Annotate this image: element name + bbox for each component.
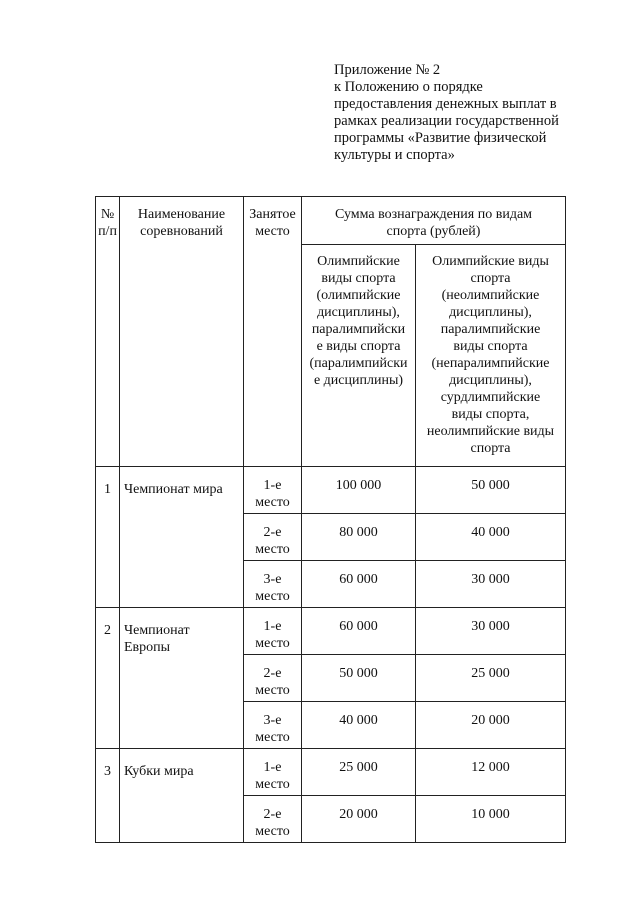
- appendix-line: рамках реализации государственной: [334, 113, 559, 129]
- table-row: [96, 749, 566, 796]
- header-olympic-sports: [302, 245, 416, 467]
- place-line: место: [255, 589, 290, 604]
- header-olympic-line: паралимпийски: [311, 322, 406, 337]
- competition-name-line: Европы: [124, 640, 171, 655]
- competition-name-line: Чемпионат мира: [124, 482, 223, 497]
- header-num-line: п/п: [98, 224, 117, 239]
- olympic-amount: 20 000: [302, 796, 416, 843]
- place-cell: [244, 655, 302, 702]
- header-row: [96, 197, 566, 245]
- header-num-line: №: [100, 207, 115, 222]
- non-olympic-amount: 30 000: [416, 608, 566, 655]
- awards-table: [95, 196, 566, 843]
- place-cell: [244, 561, 302, 608]
- competition-name: [120, 749, 244, 843]
- place-line: 2-е: [263, 666, 282, 681]
- appendix-line: предоставления денежных выплат в: [334, 96, 557, 112]
- header-award-sum: [302, 197, 566, 245]
- row-number: 2: [96, 608, 120, 749]
- place-line: 1-е: [263, 619, 282, 634]
- non-olympic-amount: 40 000: [416, 514, 566, 561]
- header-place: [244, 197, 302, 467]
- non-olympic-amount: 50 000: [416, 467, 566, 514]
- non-olympic-amount: 20 000: [416, 702, 566, 749]
- header-olympic-line: (олимпийские: [316, 288, 401, 303]
- header-num: [96, 197, 120, 467]
- header-olympic-line: виды спорта: [321, 271, 396, 286]
- olympic-amount: 50 000: [302, 655, 416, 702]
- place-cell: [244, 608, 302, 655]
- place-line: место: [255, 824, 290, 839]
- header-nonolympic-line: спорта: [470, 271, 511, 286]
- header-name-line: Наименование: [137, 207, 226, 222]
- appendix-line: Приложение № 2: [334, 62, 441, 78]
- appendix-line: к Положению о порядке: [334, 79, 483, 95]
- header-non-olympic-sports: [416, 245, 566, 467]
- place-line: 3-е: [263, 713, 282, 728]
- header-nonolympic-line: (неолимпийские: [441, 288, 540, 303]
- header-nonolympic-line: (непаралимпийские: [431, 356, 550, 371]
- appendix-line: программы «Развитие физической: [334, 130, 547, 146]
- non-olympic-amount: 25 000: [416, 655, 566, 702]
- place-line: место: [255, 495, 290, 510]
- header-sum-line: Сумма вознаграждения по видам: [334, 207, 533, 222]
- place-line: 3-е: [263, 572, 282, 587]
- header-olympic-line: е дисциплины): [313, 373, 404, 388]
- place-line: место: [255, 777, 290, 792]
- place-line: 1-е: [263, 478, 282, 493]
- header-olympic-line: е виды спорта: [316, 339, 401, 354]
- olympic-amount: 60 000: [302, 608, 416, 655]
- row-number: 1: [96, 467, 120, 608]
- olympic-amount: 25 000: [302, 749, 416, 796]
- table-row: [96, 467, 566, 514]
- table-body: [96, 467, 566, 843]
- header-name-line: соревнований: [140, 224, 223, 239]
- header-place-line: Занятое: [249, 207, 296, 222]
- row-number: 3: [96, 749, 120, 843]
- header-nonolympic-line: сурдлимпийские: [440, 390, 541, 405]
- header-nonolympic-line: Олимпийские виды: [432, 254, 549, 269]
- place-line: место: [255, 636, 290, 651]
- table-header: [96, 197, 566, 467]
- header-sum-line: спорта (рублей): [386, 224, 481, 239]
- competition-name: [120, 608, 244, 749]
- header-nonolympic-line: спорта: [470, 441, 511, 456]
- competition-name-line: Чемпионат: [124, 623, 190, 638]
- non-olympic-amount: 12 000: [416, 749, 566, 796]
- header-olympic-line: Олимпийские: [317, 254, 400, 269]
- header-nonolympic-line: дисциплины),: [449, 373, 532, 388]
- header-nonolympic-line: неолимпийские виды: [426, 424, 555, 439]
- place-line: место: [255, 730, 290, 745]
- header-place-line: место: [255, 224, 290, 239]
- place-cell: [244, 796, 302, 843]
- header-competition-name: [120, 197, 244, 467]
- non-olympic-amount: 30 000: [416, 561, 566, 608]
- non-olympic-amount: 10 000: [416, 796, 566, 843]
- appendix-line: культуры и спорта»: [334, 147, 455, 163]
- place-line: место: [255, 683, 290, 698]
- header-olympic-line: дисциплины),: [317, 305, 400, 320]
- header-nonolympic-line: дисциплины),: [449, 305, 532, 320]
- olympic-amount: 60 000: [302, 561, 416, 608]
- header-nonolympic-line: паралимпийские: [440, 322, 541, 337]
- place-cell: [244, 467, 302, 514]
- place-line: 1-е: [263, 760, 282, 775]
- place-line: место: [255, 542, 290, 557]
- olympic-amount: 100 000: [302, 467, 416, 514]
- place-cell: [244, 514, 302, 561]
- olympic-amount: 80 000: [302, 514, 416, 561]
- place-line: 2-е: [263, 525, 282, 540]
- competition-name: [120, 467, 244, 608]
- appendix-heading: [334, 62, 574, 164]
- header-nonolympic-line: виды спорта: [453, 339, 528, 354]
- place-line: 2-е: [263, 807, 282, 822]
- olympic-amount: 40 000: [302, 702, 416, 749]
- table-row: [96, 608, 566, 655]
- header-nonolympic-line: виды спорта,: [451, 407, 530, 422]
- header-olympic-line: (паралимпийски: [309, 356, 408, 371]
- place-cell: [244, 702, 302, 749]
- place-cell: [244, 749, 302, 796]
- competition-name-line: Кубки мира: [124, 764, 194, 779]
